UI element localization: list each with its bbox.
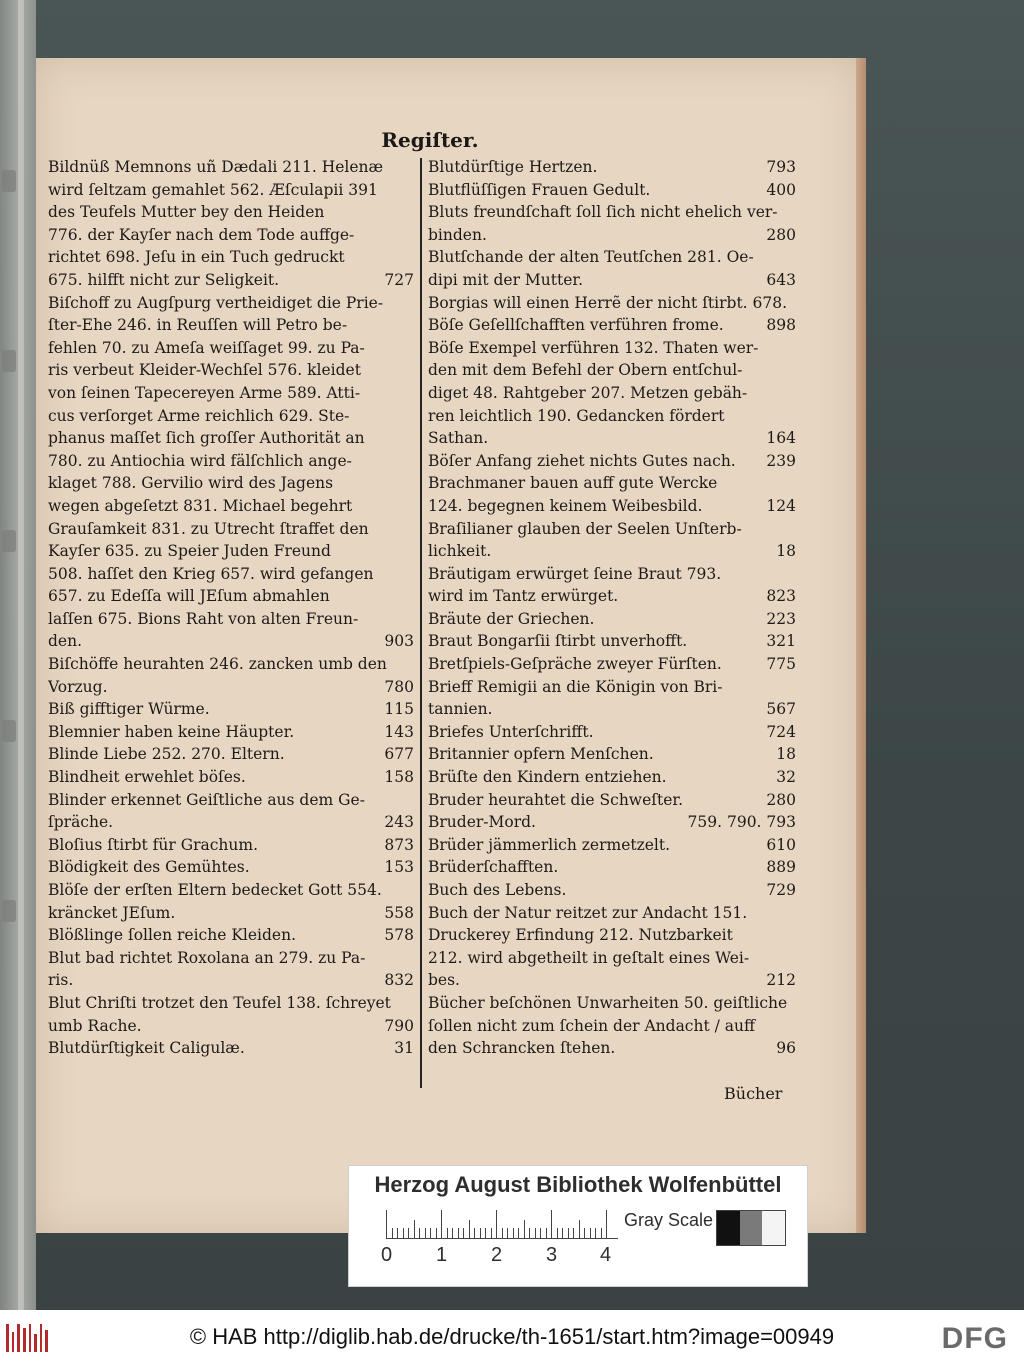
entry-text: Blemnier haben keine Häupter. [48, 722, 295, 741]
index-entry-line [48, 992, 414, 1015]
entry-text: Bräute der Griechen. [428, 609, 595, 628]
index-entry-line [48, 292, 414, 315]
index-entry-line [48, 518, 414, 541]
entry-text: dipi mit der Mutter. [428, 270, 584, 289]
paper-edge-mark [2, 720, 16, 742]
entry-page-number: 677 [384, 745, 414, 764]
index-entry-line [428, 224, 796, 247]
ruler-tick [562, 1228, 563, 1238]
entry-text: des Teufels Mutter bey den Heiden [48, 203, 325, 222]
index-entry-line [48, 540, 414, 563]
entry-text: Brachmaner bauen auff gute Wercke [428, 474, 718, 493]
index-entry-line [48, 156, 414, 179]
ruler-tick [458, 1228, 459, 1238]
entry-text: Böſe Exempel verführen 132. Thaten wer- [428, 338, 759, 357]
index-entry-line [48, 766, 414, 789]
entry-text: Druckerey Erfindung 212. Nutzbarkeit [428, 926, 733, 945]
index-entry-line [48, 1037, 414, 1060]
index-entry-line [48, 1015, 414, 1038]
index-entry-line [48, 246, 414, 269]
entry-text: Kayſer 635. zu Speier Juden Freund [48, 542, 331, 561]
index-entry-line [428, 721, 796, 744]
entry-text: Blinder erkennet Geiſtliche aus dem Ge- [48, 790, 365, 809]
entry-page-number: 873 [384, 835, 414, 854]
entry-page-number: 578 [384, 926, 414, 945]
paper-edge-mark [2, 170, 16, 192]
entry-text: wird ſeltzam gemahlet 562. Æſculapii 391 [48, 180, 378, 199]
entry-text: von ſeinen Tapecereyen Arme 589. Atti- [48, 383, 361, 402]
ruler-tick [491, 1228, 492, 1238]
ruler-tick [518, 1228, 519, 1238]
catchword: Bücher [724, 1084, 783, 1103]
entry-page-number: 567 [766, 700, 796, 719]
entry-text: Bruder heurahtet die Schweſter. [428, 790, 684, 809]
entry-text: laſſen 675. Bions Raht von alten Freun- [48, 609, 359, 628]
entry-text: 675. hilfft nicht zur Seligkeit. [48, 270, 280, 289]
entry-text: den mit dem Befehl der Obern entſchul- [428, 361, 743, 380]
entry-text: Blutflüſſigen Frauen Gedult. [428, 180, 651, 199]
index-entry-line [48, 698, 414, 721]
ruler-number: 4 [600, 1244, 612, 1266]
entry-page-number: 889 [766, 858, 796, 877]
entry-text: binden. [428, 225, 487, 244]
entry-text: tannien. [428, 700, 493, 719]
index-entry-line [48, 856, 414, 879]
index-entry-line [48, 563, 414, 586]
entry-text: lichkeit. [428, 542, 492, 561]
index-entry-line [48, 585, 414, 608]
index-entry-line [428, 969, 796, 992]
entry-text: umb Rache. [48, 1016, 142, 1035]
entry-text: ſollen nicht zum ſchein der Andacht / auff [428, 1016, 756, 1035]
ruler-tick [551, 1210, 552, 1238]
ruler-tick [568, 1228, 569, 1238]
entry-text: Braut Bongarſii ſtirbt unverhofft. [428, 632, 688, 651]
index-entry-line [428, 676, 796, 699]
ruler-tick [436, 1228, 437, 1238]
entry-text: 124. begegnen keinem Weibesbild. [428, 496, 703, 515]
entry-text: 776. der Kayſer nach dem Tode auffge- [48, 225, 355, 244]
ruler-tick [579, 1220, 580, 1238]
index-entry-line [48, 630, 414, 653]
index-entry-line [428, 359, 796, 382]
entry-text: klaget 788. Gervilio wird des Jagens [48, 474, 334, 493]
index-entry-line [48, 359, 414, 382]
entry-page-number: 790 [384, 1016, 414, 1035]
index-entry-line [48, 472, 414, 495]
entry-text: Brüſte den Kindern entziehen. [428, 768, 667, 787]
entry-text: ren leichtlich 190. Gedancken fördert [428, 406, 725, 425]
entry-page-number: 321 [766, 632, 796, 651]
ruler-tick [403, 1228, 404, 1238]
ruler-tick [601, 1228, 602, 1238]
entry-page-number: 124 [766, 496, 796, 515]
index-entry-line [428, 630, 796, 653]
entry-text: Bräutigam erwürget ſeine Braut 793. [428, 564, 722, 583]
ruler-tick [463, 1228, 464, 1238]
index-entry-line [428, 405, 796, 428]
index-entry-line [428, 450, 796, 473]
entry-page-number: 400 [766, 180, 796, 199]
entry-text: Blößlinge ſollen reiche Kleiden. [48, 926, 296, 945]
index-entry-line [428, 427, 796, 450]
entry-text: diget 48. Rahtgeber 207. Metzen gebäh- [428, 383, 748, 402]
dfg-logo: DFG [941, 1322, 1008, 1355]
index-entry-line [48, 924, 414, 947]
gray-swatch [717, 1211, 740, 1245]
entry-text: Bloſius ſtirbt für Grachum. [48, 835, 259, 854]
ruler-tick [430, 1228, 431, 1238]
ruler-tick [584, 1228, 585, 1238]
index-entry-line [428, 856, 796, 879]
index-entry-line [48, 382, 414, 405]
paper-edge-mark [2, 350, 16, 372]
entry-page-number: 280 [766, 225, 796, 244]
entry-page-number: 212 [766, 971, 796, 990]
entry-text: Braſilianer glauben der Seelen Unſterb- [428, 519, 742, 538]
ruler-number: 0 [381, 1244, 393, 1266]
entry-text: Blut bad richtet Roxolana an 279. zu Pa- [48, 948, 366, 967]
index-entry-line [428, 924, 796, 947]
entry-text: Buch des Lebens. [428, 881, 567, 899]
ruler-number: 2 [491, 1244, 503, 1266]
index-entry-line [428, 992, 796, 1015]
entry-page-number: 610 [766, 835, 796, 854]
index-entry-line [48, 608, 414, 631]
entry-text: Sathan. [428, 429, 489, 448]
index-entry-line [48, 743, 414, 766]
entry-page-number: 143 [384, 722, 414, 741]
entry-page-number: 793 [766, 158, 796, 176]
entry-text: Bluts freundſchaft ſoll ſich nicht ehelich ver- [428, 203, 778, 222]
index-entry-line [48, 337, 414, 360]
index-entry-line [48, 721, 414, 744]
index-entry-line [48, 224, 414, 247]
ruler-tick [386, 1210, 387, 1238]
index-entry-line [428, 292, 796, 315]
entry-text: Blut Chriſti trotzet den Teufel 138. ſchreyet [48, 993, 391, 1012]
ruler-tick [507, 1228, 508, 1238]
index-entry-line [48, 450, 414, 473]
index-entry-line [428, 518, 796, 541]
index-entry-line [428, 382, 796, 405]
index-entry-line [48, 676, 414, 699]
gray-scale-label: Gray Scale [624, 1210, 714, 1230]
paper-edge-mark [2, 900, 16, 922]
ruler-tick [606, 1210, 607, 1238]
index-entry-line [428, 902, 796, 925]
gray-scale-swatch [716, 1210, 786, 1246]
index-entry-line [428, 246, 796, 269]
left-index-column [48, 156, 414, 1060]
index-entry-line [428, 495, 796, 518]
index-entry-line [48, 834, 414, 857]
ruler-tick [469, 1220, 470, 1238]
entry-text: 508. haſſet den Krieg 657. wird gefangen [48, 564, 374, 583]
ruler-tick [595, 1228, 596, 1238]
entry-text: Brüder jämmerlich zermetzelt. [428, 835, 671, 854]
ruler-tick [529, 1228, 530, 1238]
ruler-tick [546, 1228, 547, 1238]
gray-swatch [762, 1211, 785, 1245]
ruler-tick [535, 1228, 536, 1238]
index-entry-line [428, 472, 796, 495]
index-entry-line [48, 811, 414, 834]
index-entry-line [48, 314, 414, 337]
entry-page-number: 280 [766, 790, 796, 809]
entry-text: wird im Tantz erwürget. [428, 587, 619, 606]
entry-text: Borgias will einen Herrẽ der nicht ſtirbt. 678. [428, 293, 788, 312]
entry-page-number: 643 [766, 270, 796, 289]
entry-text: kräncket JEſum. [48, 903, 176, 922]
index-entry-line [428, 563, 796, 586]
index-entry-line [48, 653, 414, 676]
entry-text: wegen abgeſetzt 831. Michael begehrt [48, 496, 353, 515]
entry-text: 212. wird abgetheilt in geſtalt eines Wei- [428, 948, 750, 967]
entry-page-number: 832 [384, 971, 414, 990]
entry-text: Bildnüß Memnons uñ Dædali 211. Helenæ [48, 158, 384, 176]
entry-text: ſter-Ehe 246. in Reuſſen will Petro be- [48, 316, 348, 335]
entry-text: Biß gifftiger Würme. [48, 700, 210, 719]
entry-text: fehlen 70. zu Ameſa weiſſaget 99. zu Pa- [48, 338, 365, 357]
index-entry-line [48, 179, 414, 202]
gray-swatch [740, 1211, 763, 1245]
ruler-tick [408, 1228, 409, 1238]
entry-text: Blödigkeit des Gemühtes. [48, 858, 250, 877]
index-entry-line [428, 653, 796, 676]
index-entry-line [428, 585, 796, 608]
leaf-highlight [18, 0, 24, 1310]
entry-text: Bruder-Mord. [428, 813, 536, 832]
entry-page-number: 775 [766, 655, 796, 674]
entry-text: Biſchöffe heurahten 246. zancken umb den [48, 655, 387, 674]
index-entry-line [428, 743, 796, 766]
entry-page-number: 96 [776, 1039, 796, 1058]
entry-text: Blöſe der erſten Eltern bedecket Gott 554. [48, 881, 382, 899]
ruler-tick [474, 1228, 475, 1238]
entry-text: ſpräche. [48, 813, 114, 832]
ruler-tick [452, 1228, 453, 1238]
index-entry-line [428, 156, 796, 179]
index-entry-line [428, 540, 796, 563]
entry-text: den Schrancken ſtehen. [428, 1039, 616, 1058]
entry-text: Brüderſchafften. [428, 858, 559, 877]
entry-text: ris verbeut Kleider-Wechſel 576. kleidet [48, 361, 361, 380]
index-entry-line [428, 337, 796, 360]
entry-page-number: 153 [384, 858, 414, 877]
paper-edge-mark [2, 530, 16, 552]
index-entry-line [428, 698, 796, 721]
entry-text: Biſchoff zu Augſpurg vertheidiget die Prie- [48, 293, 384, 312]
index-entry-line [428, 201, 796, 224]
ruler-tick [480, 1228, 481, 1238]
ruler-tick [425, 1228, 426, 1238]
register-heading: Regiſter. [381, 128, 479, 152]
index-entry-line [48, 495, 414, 518]
entry-text: Böſe Geſellſchafften verführen frome. [428, 316, 724, 335]
entry-text: den. [48, 632, 83, 651]
entry-page-number: 239 [766, 451, 796, 470]
index-entry-line [428, 1037, 796, 1060]
entry-text: Vorzug. [48, 677, 108, 696]
index-entry-line [428, 879, 796, 902]
index-entry-line [48, 947, 414, 970]
entry-text: Blinde Liebe 252. 270. Eltern. [48, 745, 285, 764]
index-entry-line [428, 314, 796, 337]
entry-text: 780. zu Antiochia wird fälſchlich ange- [48, 451, 352, 470]
ruler-tick [392, 1228, 393, 1238]
entry-text: Britannier opfern Menſchen. [428, 745, 654, 764]
index-entry-line [48, 405, 414, 428]
index-entry-line [48, 902, 414, 925]
index-entry-line [48, 269, 414, 292]
entry-page-number: 31 [394, 1039, 414, 1058]
ruler-tick [557, 1228, 558, 1238]
entry-text: bes. [428, 971, 460, 990]
index-entry-line [48, 789, 414, 812]
index-entry-line [428, 269, 796, 292]
entry-text: 657. zu Edeſſa will JEſum abmahlen [48, 587, 330, 606]
entry-text: Buch der Natur reitzet zur Andacht 151. [428, 903, 748, 922]
entry-text: richtet 698. Jeſu in ein Tuch gedruckt [48, 248, 345, 267]
ruler-tick [590, 1228, 591, 1238]
ruler-tick [502, 1228, 503, 1238]
entry-page-number: 243 [384, 813, 414, 832]
column-divider [420, 158, 422, 1088]
entry-page-number: 18 [776, 542, 796, 561]
entry-page-number: 898 [766, 316, 796, 335]
ruler-tick [485, 1228, 486, 1238]
entry-text: Böſer Anfang ziehet nichts Gutes nach. [428, 451, 736, 470]
entry-text: Blutdürſtige Hertzen. [428, 158, 598, 176]
library-name: Herzog August Bibliothek Wolfenbüttel [374, 1172, 782, 1197]
entry-text: Blutſchande der alten Teutſchen 281. Oe- [428, 248, 754, 267]
index-entry-line [48, 969, 414, 992]
ruler-number: 3 [546, 1244, 558, 1266]
entry-page-number: 729 [766, 881, 796, 899]
entry-page-number: 903 [384, 632, 414, 651]
measurement-ruler [386, 1210, 618, 1238]
ruler-tick [447, 1228, 448, 1238]
right-index-column [428, 156, 796, 1060]
index-entry-line [428, 834, 796, 857]
copyright-url[interactable]: © HAB http://diglib.hab.de/drucke/th-1651/start.htm?image=00949 [189, 1324, 835, 1349]
entry-page-number: 158 [384, 768, 414, 787]
entry-text: Briefes Unterſchrifft. [428, 722, 594, 741]
entry-text: phanus maſſet ſich groſſer Authorität an [48, 429, 365, 448]
index-entry-line [428, 608, 796, 631]
entry-page-number: 558 [384, 903, 414, 922]
ruler-tick [513, 1228, 514, 1238]
index-entry-line [428, 1015, 796, 1038]
entry-page-number: 724 [766, 722, 796, 741]
ruler-tick [496, 1210, 497, 1238]
index-entry-line [428, 947, 796, 970]
index-entry-line [48, 427, 414, 450]
ruler-number: 1 [436, 1244, 448, 1266]
entry-page-number: 18 [776, 745, 796, 764]
ruler-tick [441, 1210, 442, 1238]
entry-text: ris. [48, 971, 74, 990]
ruler-tick [524, 1220, 525, 1238]
entry-text: cus verſorget Arme reichlich 629. Ste- [48, 406, 350, 425]
entry-page-number: 115 [384, 700, 414, 719]
entry-page-number: 32 [776, 768, 796, 787]
page-edge [856, 58, 866, 1233]
index-entry-line [428, 789, 796, 812]
ruler-tick [573, 1228, 574, 1238]
index-entry-line [428, 811, 796, 834]
entry-page-number: 823 [766, 587, 796, 606]
index-entry-line [48, 879, 414, 902]
entry-text: Bretſpiels-Geſpräche zweyer Fürſten. [428, 655, 722, 674]
entry-page-number: 164 [766, 429, 796, 448]
index-entry-line [428, 179, 796, 202]
ruler-tick [397, 1228, 398, 1238]
entry-text: Bücher beſchönen Unwarheiten 50. geiſtliche [428, 993, 788, 1012]
entry-text: Blindheit erwehlet böſes. [48, 768, 246, 787]
entry-page-number: 727 [384, 270, 414, 289]
ruler-tick [419, 1228, 420, 1238]
ruler-tick [540, 1228, 541, 1238]
entry-page-number: 223 [766, 609, 796, 628]
entry-text: Blutdürſtigkeit Caligulæ. [48, 1039, 245, 1058]
index-entry-line [428, 766, 796, 789]
ruler-baseline [386, 1238, 618, 1239]
index-entry-line [48, 201, 414, 224]
footer-bar [0, 1310, 1024, 1365]
entry-text: Grauſamkeit 831. zu Utrecht ſtraffet den [48, 519, 369, 538]
ruler-tick [414, 1220, 415, 1238]
entry-page-number: 780 [384, 677, 414, 696]
entry-page-number: 759. 790. 793 [687, 813, 796, 832]
entry-text: Brieff Remigii an die Königin von Bri- [428, 677, 723, 696]
